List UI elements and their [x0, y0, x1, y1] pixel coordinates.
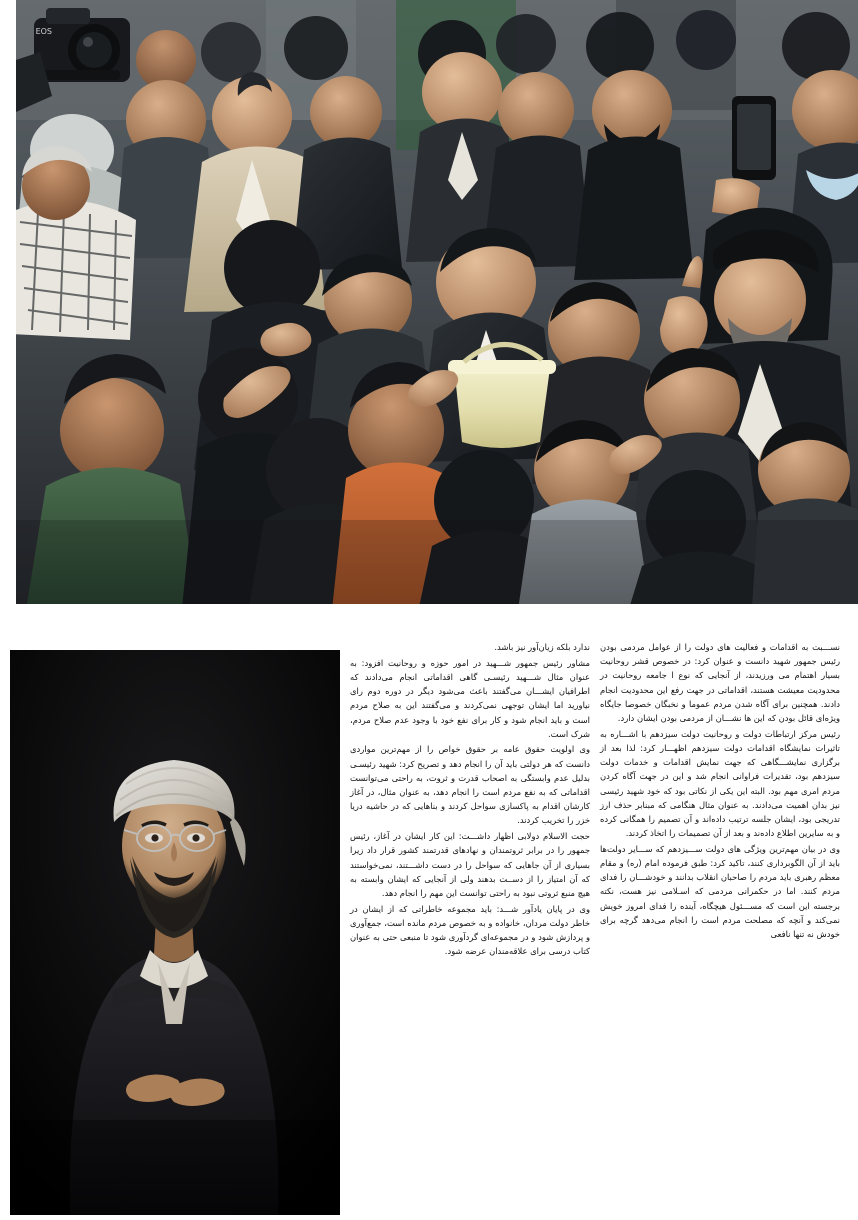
paragraph: وی در بیان مهم‌ترین ویژگی های دولت ســـیزدهم که ســـایر دولت‌ها باید از آن الگوبرداری کنند، تاکید کرد: طبق فرموده امام (ره) و مقام معظم رهبری باید مردم را صاحبان انقلاب بدانند و خودشـــان را فدای مردم کنند. اما در حکمرانی مردمی که اسـلامی نیز هست، نکته برجسته این است که مســـئول هیچگاه، آینده را فدای امروز خویش نمی‌کند و آنچه که مصلحت مردم است را انجام می‌دهد گرچه برای خودش نه تنها نافعی [600, 843, 840, 940]
text-column-right [600, 640, 840, 943]
paragraph: ندارد بلکه زیان‌آور نیز باشد. [494, 642, 590, 652]
seated-cleric-portrait [10, 650, 340, 1215]
svg-text:EOS: EOS [35, 27, 52, 36]
paragraph: وی در پایان یادآور شـــد: باید مجموعه خاطراتی که از ایشان در خاطر دولت مردان، خانواده و به خصوص مردم مانده است، جمع‌آوری و پردازش شود و در مجموعه‌ای گردآوری شود تا منبعی حتی به عنوان کتاب درسی برای علاقه‌مندان عرضه شود. [350, 903, 590, 957]
paragraph: نســـبت به اقدامات و فعالیت های دولت را از عوامل مردمی بودن رئیس جمهور شهید دانست و عنوان کرد: در خصوص قشر روحانیت بسیار اهتمام می ورزیدند، از آنجایی که نوع ‌ا جامعه روحانیت در محدودیت معیشت هستند، اقداماتی در جهت رفع این محدودیت انجام دادند. همچنین برای آگاه شدن مردم عموما و نخبگان خصوصا جایگاه ویژه‌ای قائل بودن که این ها نشـــان از مردمی بودن ایشان دارد. [600, 642, 840, 724]
crowd-photograph-graphic [16, 0, 858, 604]
portrait-graphic [10, 650, 340, 1215]
paragraph: مشاور رئیس جمهور شـــهید در امور حوزه و روحانیت افزود: به عنوان مثال شـــهید رئیسـی گاهی اقداماتی انجام می‌دادند که اطرافیان ایشـــان می‌گفتند باعث می‌شود دیگر در دوره دوم رای نیاورید اما ایشان توجهی نمی‌کردند و می‌گفتند این به صلاح مردم است و باید انجام شود و کار برای نفع خود با وجود عدم صلاح مردم، شرک است. [350, 657, 590, 739]
lower-section [0, 604, 858, 1220]
crowd-photograph [16, 0, 858, 604]
camera-icon [34, 8, 130, 82]
paragraph: وی اولویت حقوق عامه بر حقوق خواص را از مهم‌ترین مواردی دانست که هر دولتی باید آن را انجام دهد و تصریح کرد: شهید رئیسـی بدلیل عدم وابستگی به اصحاب قدرت و ثروت، به راحتی می‌توانست اقداماتی که به نفع مردم است را انجام دهد، به عنوان مثال، در آغاز کارشان اقدام به پاکسازی سواحل کردند و بناهایی که در حاشیه دریا خزر را تخریب کردند. [350, 744, 590, 826]
bucket [448, 344, 556, 448]
text-column-middle [350, 640, 590, 960]
paragraph: حجت الاسلام دولابی اظهار داشـــت: این کار ایشان در آغاز، رئیس جمهور را در برابر ثروتمندان و نهادهای قدرتمند کشور قرار داد زیرا بسیاری از آن جاهایی که سواحل را در دست داشـــتند، نمی‌خواستند که آن امتیاز را از دســت بدهند ولی از آنجایی که ایشان وابسته به هیچ منبع ثروتی نبود به راحتی توانست این مهم را انجام دهد. [350, 831, 590, 898]
paragraph: رئیس مرکز ارتباطات دولت و روحانیت دولت سیزدهم با اشـــاره به تاثیرات نمایشگاه اقدامات دولت سیزدهم اظهـــار کرد: لذا بعد از برگزاری نمایشـــگاهی که جهت نمایش اقدامات و خدمات دولت سیزدهم بود، تقدیرات فراوانی انجام شد و این در جهت آگاه کردن مردم امری مهم بود. البته این یکی از نکاتی بود که خود شهید رئیسی نیز بدان اهمیت می‌دادند. به عنوان مثال هنگامی که مبنابر حذف ارز تدریجی بود، ایشان جلسه ترتیب داده‌اند و آن تصمیم را همگانی کرده و به سایرین اطلاع داده‌ند و بعد از آن تصمیمات را اتخاذ کردند. [600, 728, 840, 839]
